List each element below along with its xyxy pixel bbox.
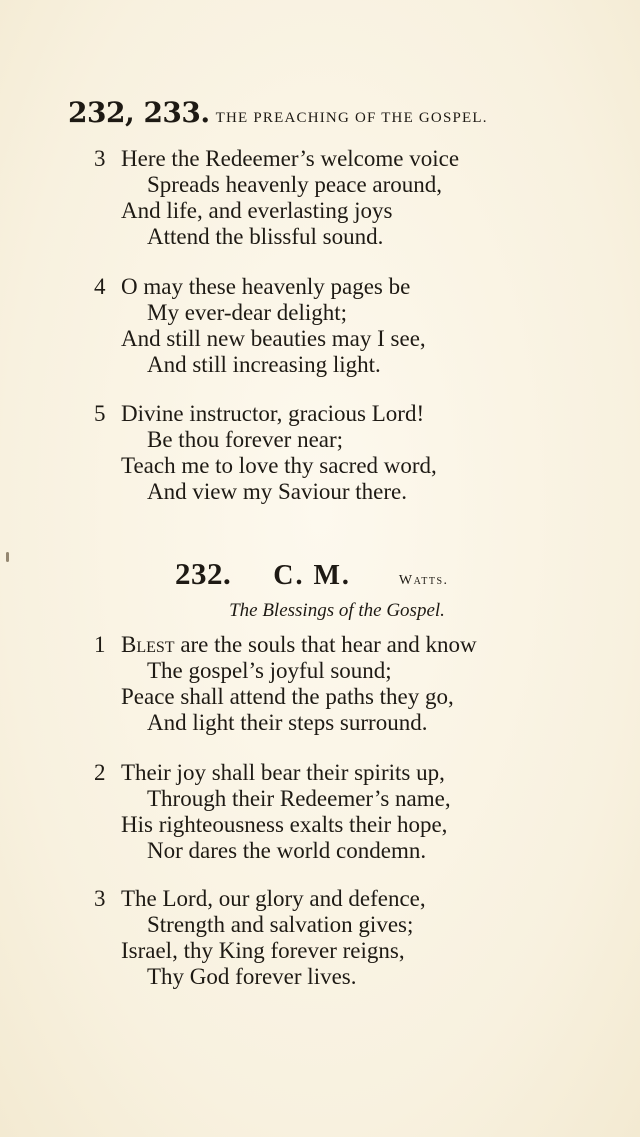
- verse-text: Divine instructor, gracious Lord!: [121, 401, 425, 426]
- stanza-line: [94, 401, 437, 427]
- verse-text: Here the Redeemer’s welcome voice: [121, 146, 460, 171]
- hymn-number: 232.: [175, 556, 232, 591]
- running-head-title: THE PREACHING OF THE GOSPEL.: [215, 110, 488, 126]
- stanza-number: 2: [94, 760, 106, 785]
- stanza-number: 4: [94, 274, 106, 299]
- stanza-number: 3: [94, 886, 106, 911]
- stanza-line: And still increasing light.: [147, 352, 381, 377]
- stanza-line: Teach me to love thy sacred word,: [121, 453, 437, 478]
- stanza-line: Nor dares the world condemn.: [147, 838, 427, 863]
- stanza-line: And still new beauties may I see,: [121, 326, 426, 351]
- stanza-line: And light their steps surround.: [147, 710, 428, 735]
- stanza-line: Spreads heavenly peace around,: [147, 172, 443, 197]
- first-word: Blest: [121, 632, 175, 657]
- stanza-line: Peace shall attend the paths they go,: [121, 684, 454, 709]
- stanza-line: [94, 760, 451, 786]
- stanza-line: Thy God forever lives.: [147, 964, 357, 989]
- hymn-stanza-2: [94, 760, 451, 864]
- verse-text: Their joy shall bear their spirits up,: [121, 760, 445, 785]
- prev-hymn-stanza-3: [94, 146, 459, 250]
- stanza-line: Israel, thy King forever reigns,: [121, 938, 405, 963]
- hymn-author: Watts.: [398, 573, 449, 588]
- verse-text: O may these heavenly pages be: [121, 274, 411, 299]
- prev-hymn-stanza-5: [94, 401, 437, 505]
- stanza-line: Through their Redeemer’s name,: [147, 786, 451, 811]
- stanza-line: [94, 886, 426, 912]
- margin-ink-mark: [6, 552, 9, 562]
- hymn-heading: [175, 556, 515, 592]
- stanza-line: My ever-dear delight;: [147, 300, 348, 325]
- hymn-stanza-3: [94, 886, 426, 990]
- stanza-line: The gospel’s joyful sound;: [147, 658, 392, 683]
- hymn-stanza-1: [94, 632, 477, 736]
- prev-hymn-stanza-4: [94, 274, 426, 378]
- stanza-number: 5: [94, 401, 106, 426]
- running-head: [68, 96, 538, 129]
- stanza-number: 1: [94, 632, 106, 657]
- stanza-line: Be thou forever near;: [147, 427, 344, 452]
- stanza-line: [94, 146, 459, 172]
- stanza-line: His righteousness exalts their hope,: [121, 812, 448, 837]
- hymn-subtitle: The Blessings of the Gospel.: [229, 600, 445, 621]
- verse-text: The Lord, our glory and defence,: [121, 886, 426, 911]
- stanza-line: [94, 632, 477, 658]
- stanza-line: Strength and salvation gives;: [147, 912, 414, 937]
- verse-text: are the souls that hear and know: [174, 632, 477, 657]
- stanza-number: 3: [94, 146, 106, 171]
- running-head-numbers: 232, 233.: [68, 96, 210, 129]
- hymn-meter: C. M.: [273, 560, 351, 591]
- stanza-line: And life, and everlasting joys: [121, 198, 393, 223]
- stanza-line: And view my Saviour there.: [147, 479, 407, 504]
- stanza-line: Attend the blissful sound.: [147, 224, 384, 249]
- stanza-line: [94, 274, 426, 300]
